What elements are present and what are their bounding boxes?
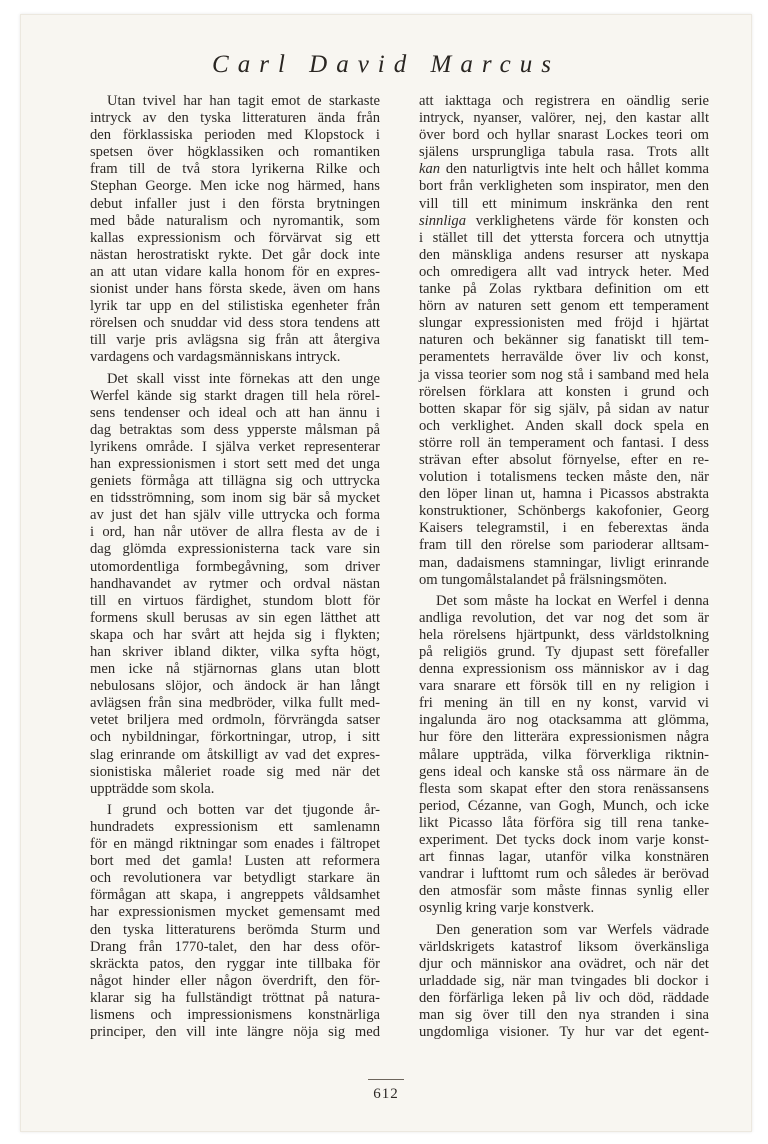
footer-rule: [368, 1079, 404, 1080]
text-line: den förklassiska perioden med Klopstock i: [90, 127, 380, 144]
text-line: om tungomålstalandet på frälsningsmöten.: [419, 571, 668, 588]
text-line: slag erinrande om åtskilligt av vad det expres-: [90, 746, 380, 763]
italic-word: kan: [419, 161, 441, 178]
text-line: Utan tvivel har han tagit emot de starkaste: [107, 93, 380, 109]
text-line: ja vissa teorier som nog stå i samband med hela: [419, 366, 709, 383]
page-footer: [21, 1079, 751, 1103]
text-line: Det skall visst inte förnekas att den unge: [107, 370, 380, 387]
text-line: debut infaller just i den första brytningen: [90, 195, 380, 212]
text-line: den förfärliga leken på liv och död, räddade: [419, 989, 709, 1006]
running-header: Carl David Marcus: [212, 51, 560, 78]
text-line: nebulosans slöjor, och ändock är han långt: [90, 678, 380, 695]
text-line: Den generation som var Werfels vädrade: [436, 921, 709, 938]
text-line: uppträdde som skola.: [90, 780, 215, 797]
text-line: han skriver ibland dikter, vilka syfta högt,: [90, 644, 380, 660]
text-line: formens skull berusas av sin egen lätthet att: [90, 609, 380, 626]
text-line: peramentets herravälde över liv och konst,: [419, 349, 709, 366]
text-line: slungar expressionisten med fröjd i hjärtat: [419, 315, 709, 332]
text-line: den atmosfär som måste finnas synlig eller: [419, 883, 709, 900]
text-line: strävan efter absolut förnyelse, efter en re-: [419, 451, 709, 468]
text-line: [419, 213, 709, 230]
text-line: fram till de två stora lyrikerna Rilke och: [90, 161, 380, 178]
right-column: [419, 93, 709, 1041]
text-line: att iakttaga och registrera en oändlig serie: [419, 93, 709, 109]
text-line: geniets förmåga att tillägna sig och uttrycka: [90, 473, 380, 490]
text-line: utomordentliga formbegåvning, som driver: [90, 558, 380, 575]
text-line: rörelsen och snuddar vid dess stora tendens att: [90, 315, 380, 332]
text-line: till en virtuos färdighet, stundom blott för: [90, 592, 380, 609]
text-line: dag betraktas som dess ypperste målsman på: [90, 421, 380, 438]
text-line: volution i totalismens tecken måste den, när: [419, 469, 709, 486]
text-line: sionistiska måleriet roade sig med när det: [90, 763, 380, 780]
text-line: skapa och har svårt att hejda sig i flykten;: [90, 626, 380, 643]
text-line: [419, 161, 709, 178]
text-line: en tidsströmning, som inom sig bär så mycket: [90, 490, 380, 507]
text-line: till varje pris avlägsna sig från att återgiva: [90, 332, 380, 349]
text-line: art finnas lagar, utanför vilka konstnären: [419, 849, 709, 866]
text-line: lyrikens område. I själva verket representerar: [90, 438, 380, 455]
book-page: [20, 14, 752, 1132]
text-line: rörelsen förklara att konsten i grund och: [419, 383, 709, 400]
text-line: dag glömda expressionisterna tack vare sin: [90, 541, 380, 558]
text-line: avlägsen från sina medbröder, vilka fullt med-: [90, 695, 380, 712]
line-rest: den naturligtvis inte helt och hållet komma: [440, 161, 709, 178]
text-line: med både naturalism och nyromantik, som: [90, 212, 380, 229]
text-line: experiment. Det tycks dock inom varje konst-: [419, 832, 709, 849]
text-line: hela rörelsens hjärtpunkt, dess världstolkning: [419, 626, 709, 643]
text-line: något hinder eller någon överdrift, den för-: [90, 972, 380, 989]
text-line: spetsen över högklassiken och romantiken: [90, 144, 380, 161]
text-line: I grund och botten var det tjugonde år-: [107, 801, 380, 818]
text-line: tanke på Zolas ryktbara definition om ett: [419, 281, 709, 298]
text-line: klarar sig ha fullständigt tröttnat på natura-: [90, 989, 380, 1006]
text-line: hörn av naturen sett genom ett temperament: [419, 298, 709, 315]
text-line: vara snarare ett försök till en ny religion i: [419, 678, 709, 695]
text-line: han expressionismen i stort sett med det unga: [90, 455, 380, 472]
line-rest: verklighetens värde för konsten och: [466, 212, 709, 229]
text-line: den tyska litteraturens berömda Sturm und: [90, 921, 380, 938]
text-line: man sig över till den nya stranden i sina: [419, 1006, 709, 1023]
text-line: av just det han själv ville uttrycka och forma: [90, 507, 380, 524]
text-line: sionist under hans första skede, även om hans: [90, 281, 380, 298]
text-line: vetet briljera med ordmoln, förvrängda satser: [90, 712, 380, 729]
text-line: den mänskliga andens resurser att nyskapa: [419, 246, 709, 263]
text-line: intryck av den tyska litteraturen ända från: [90, 110, 380, 127]
text-line: bort med det gamla! Lusten att reformera: [90, 853, 380, 870]
text-line: sens tendenser och ideal och att han ännu i: [90, 404, 380, 421]
text-line: bort från verkligheten som inspirator, men den: [419, 178, 709, 195]
text-line: handhavandet av rytmer och ordval nästan: [90, 575, 380, 592]
text-line: principer, den vill inte längre nöja sig med: [90, 1024, 380, 1041]
text-line: fram till den rörelse som parioderar alltsam-: [419, 537, 709, 554]
text-line: botten skapar för sig själv, på sidan av natur: [419, 400, 709, 417]
text-line: naturen och bekänner sig fanatiskt till tem-: [419, 332, 709, 349]
text-line: men icke nå stjärnornas glans utan blott: [90, 661, 380, 678]
text-line: förmågan att skapa, i angreppets våldsamhet: [90, 887, 380, 904]
text-line: större roll än temperament och fantasi. I dess: [419, 434, 709, 451]
text-line: Det som måste ha lockat en Werfel i denna: [436, 592, 709, 609]
text-line: världskrigets katastrof liksom överkänsliga: [419, 938, 709, 955]
text-line: kallas expressionism och förvärvat sig ett: [90, 229, 380, 246]
text-line: Kaisers telegramstil, i en feberextas ända: [419, 520, 709, 537]
text-line: hundradets expressionism ett samlenamn: [90, 818, 380, 835]
text-line: har expressionismen mycket gemensamt med: [90, 904, 380, 921]
text-line: denna expressionism oss människor av i dag: [419, 661, 709, 678]
text-line: för en mängd riktningar som enades i fältropet: [90, 836, 380, 853]
text-line: målare uppträda, vilka förverkliga riktnin-: [419, 746, 709, 763]
text-line: vill till ett minimum inskränka den rent: [419, 195, 709, 212]
text-line: och omredigera allt vad intryck heter. Med: [419, 263, 709, 280]
text-line: på religiös grund. Ty djupast sett förefaller: [419, 644, 709, 660]
text-line: skräckta patos, den ryggar inte tillbaka för: [90, 955, 380, 972]
text-line: konstruktioner, Schönbergs kakofonier, Georg: [419, 503, 709, 520]
text-line: och revolutionera var betydligt starkare än: [90, 870, 380, 887]
text-line: osynlig kring varje konstverk.: [419, 900, 595, 917]
text-line: nästan herostratiskt rykte. Det går dock inte: [90, 246, 380, 263]
text-line: flesta som skapat efter den stora renässansens: [419, 780, 709, 797]
text-line: i stället till det yttersta forcera och utnyttja: [419, 229, 709, 246]
text-line: gens ideal och kanske stå oss närmare än de: [419, 763, 709, 780]
text-line: och nybildningar, förkortningar, utrop, i sitt: [90, 729, 380, 746]
text-line: andliga revolution, det var nog det som är: [419, 609, 709, 626]
text-line: Drang från 1770-talet, den har dess oför-: [90, 938, 380, 955]
text-line: urladdade sig, när man tvingades bli dockor i: [419, 972, 709, 989]
text-line: period, Cézanne, van Gogh, Munch, och icke: [419, 797, 709, 814]
left-column: [90, 93, 380, 1041]
text-line: lismens och impressionismens konstnärliga: [90, 1006, 380, 1023]
text-line: ingalunda äro nog otacksamma att glömma,: [419, 712, 709, 729]
italic-word: sinnliga: [419, 212, 467, 229]
text-line: över bord och hyllar snarast Lockes teori om: [419, 127, 709, 144]
text-line: hur före den litterära expressionismen några: [419, 729, 709, 746]
text-line: djur och människor ana ovädret, och när det: [419, 955, 709, 972]
text-line: fri mening än till en ny konst, varvid vi: [419, 695, 709, 712]
text-line: man, dadaismens stamningar, livligt erinrande: [419, 554, 709, 571]
text-line: lyrik tar upp en del stilistiska egenheter från: [90, 298, 380, 315]
text-line: Stephan George. Men icke nog härmed, hans: [90, 178, 380, 195]
text-line: ungdomliga visioner. Ty hur var det egent-: [419, 1024, 709, 1041]
text-line: vardagens och vardagsmänniskans intryck.: [90, 349, 341, 366]
text-line: likt Picasso låta förföra sig till rena tanke-: [419, 814, 709, 831]
text-line: an att utan vidare kalla honom för en expres-: [90, 263, 380, 280]
text-line: och verklighet. Anden skall dock spela en: [419, 417, 709, 434]
text-line: den löper linan ut, hamna i Picassos abstrakta: [419, 486, 709, 503]
text-line: vandrar i lufttomt rum och således är berövad: [419, 866, 709, 883]
text-line: intryck, nyanser, valörer, nej, den kastar allt: [419, 110, 709, 127]
text-line: i ord, han når utöver de allra flesta av de i: [90, 524, 380, 541]
page-number: 612: [373, 1086, 399, 1102]
text-line: Werfel kände sig starkt dragen till hela rörel-: [90, 387, 380, 404]
text-line: själens ursprungliga tabula rasa. Trots allt: [419, 144, 709, 161]
